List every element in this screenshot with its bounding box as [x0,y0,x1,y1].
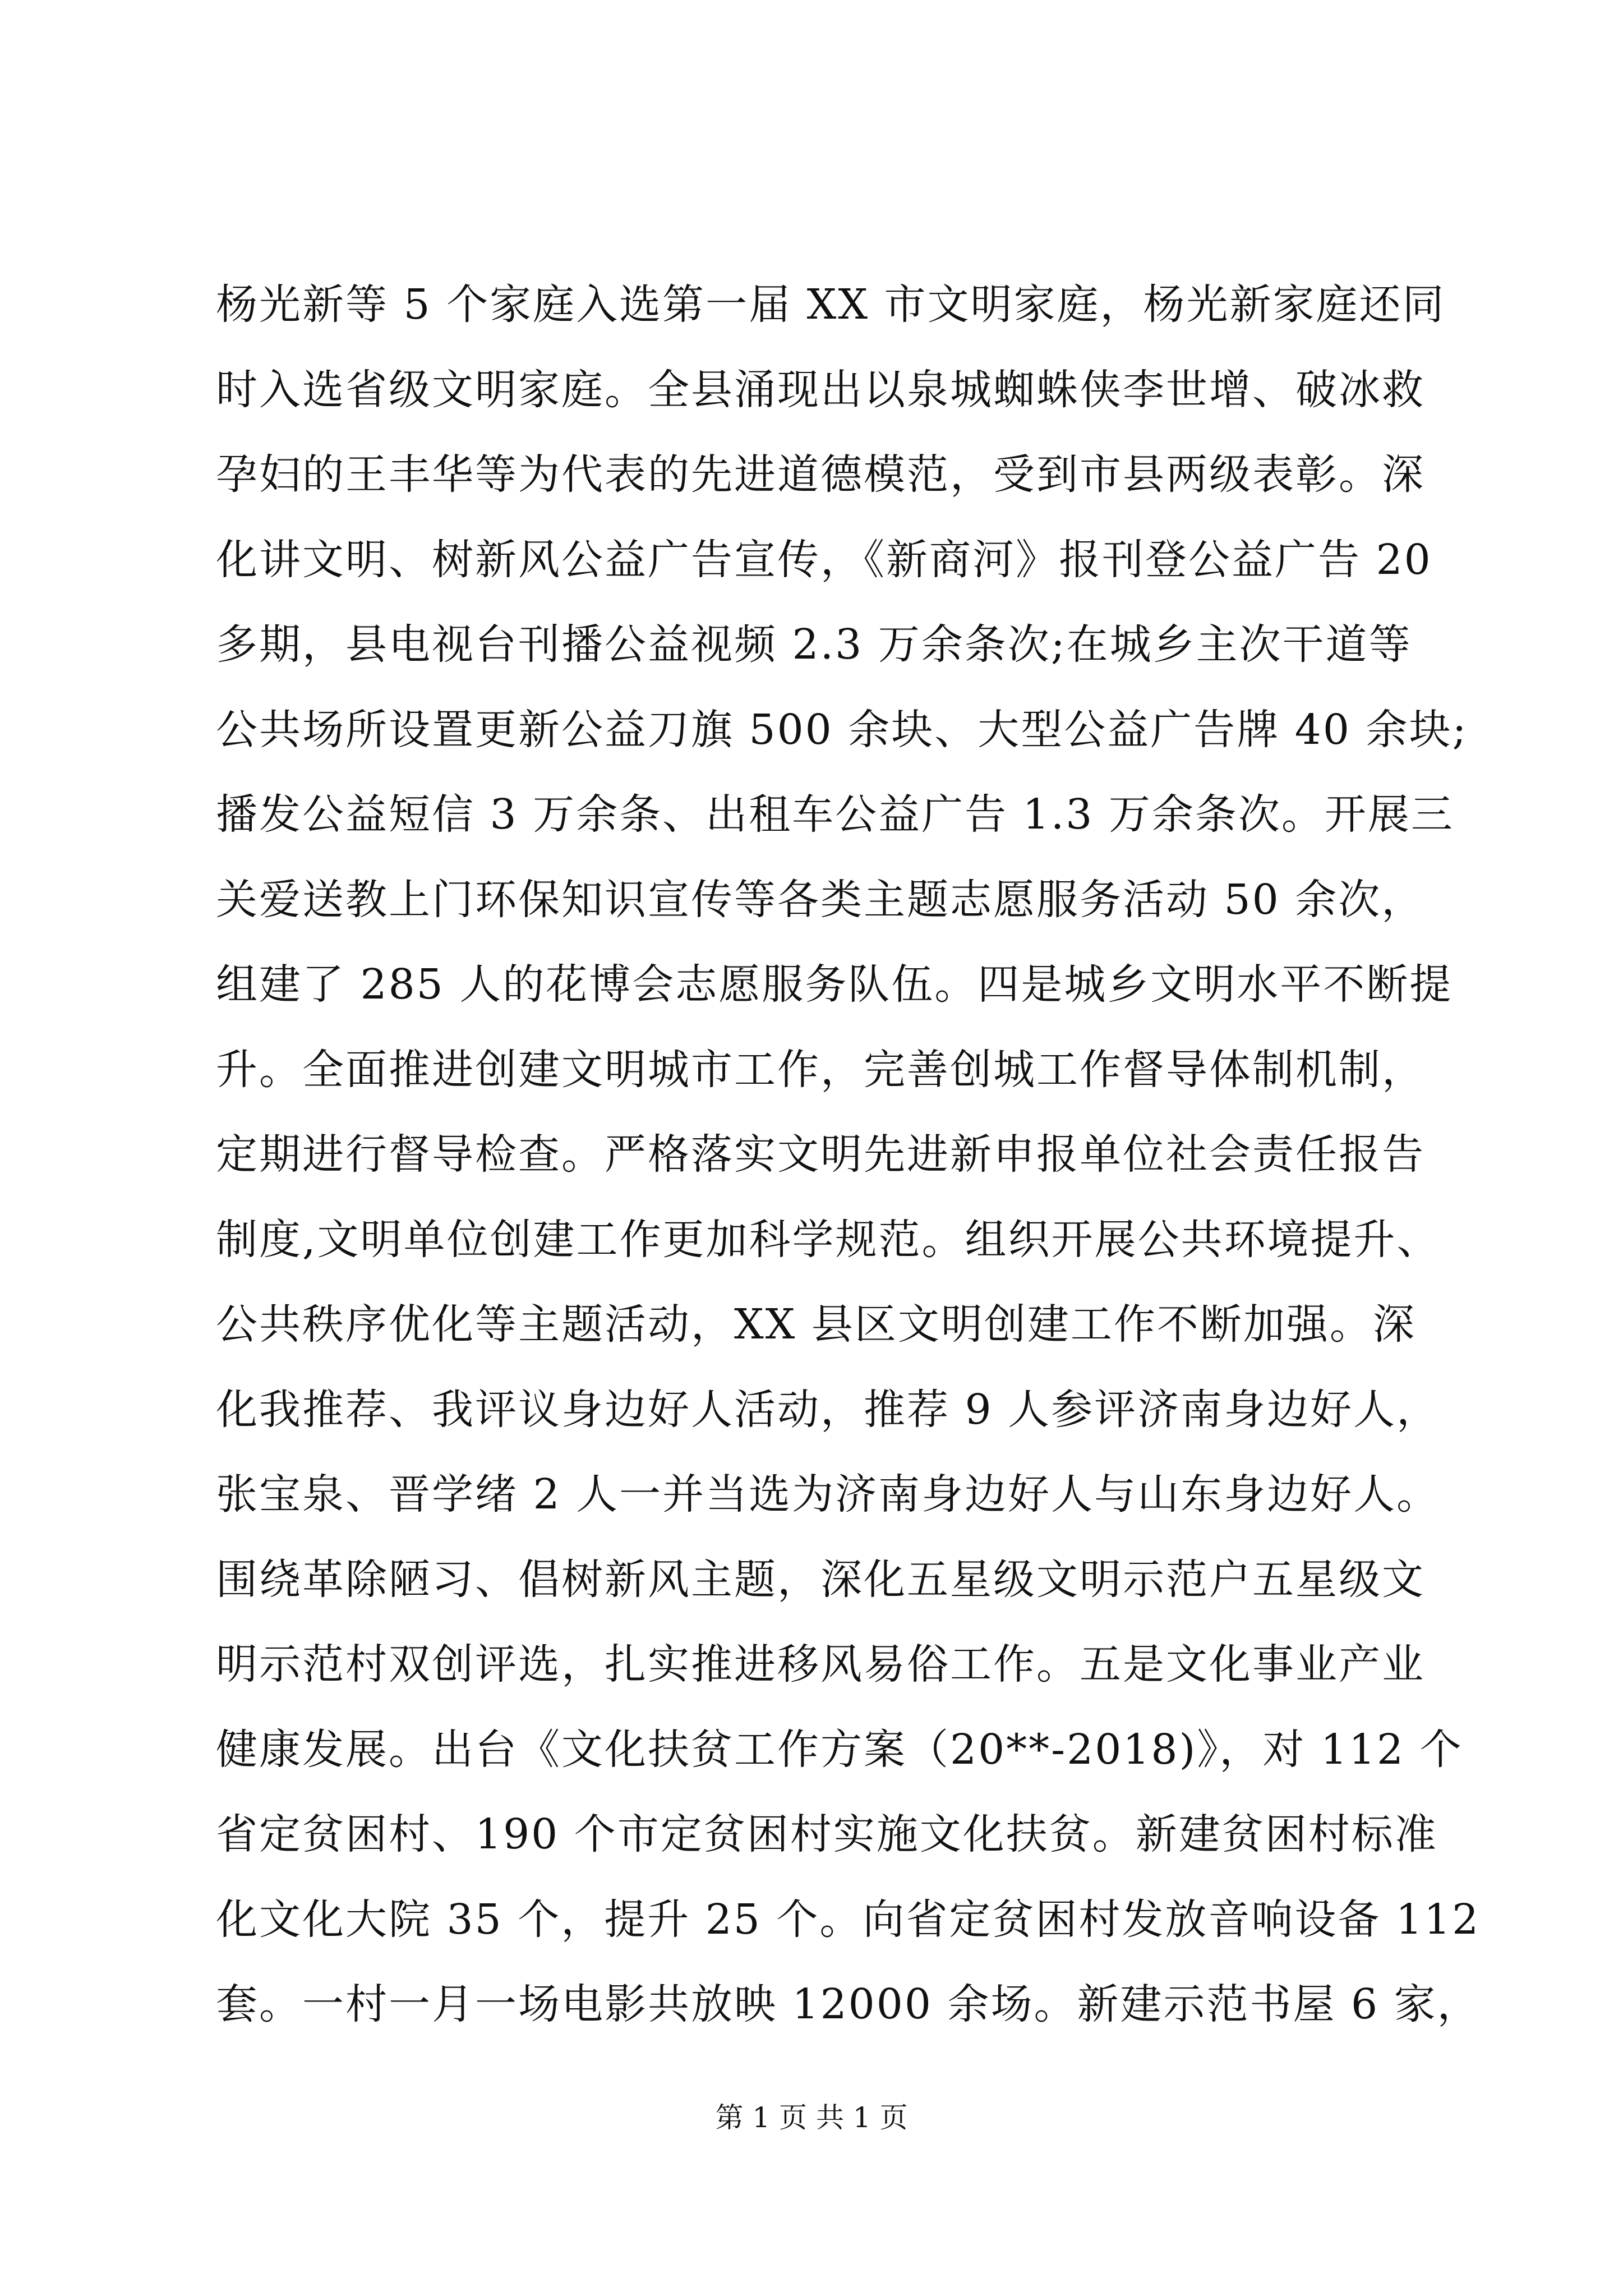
text-line: 化文化大院 35 个，提升 25 个。向省定贫困村发放音响设备 112 [216,1895,1481,1944]
text-line: 时入选省级文明家庭。全县涌现出以泉城蜘蛛侠李世增、破冰救 [216,365,1425,414]
text-line: 播发公益短信 3 万余条、出租车公益广告 1.3 万余条次。开展三 [216,790,1454,839]
text-line: 定期进行督导检查。严格落实文明先进新申报单位社会责任报告 [216,1130,1425,1179]
text-line: 围绕革除陋习、倡树新风主题，深化五星级文明示范户五星级文 [216,1555,1425,1604]
text-line: 关爱送教上门环保知识宣传等各类主题志愿服务活动 50 余次， [216,875,1425,924]
body-paragraph [216,263,1481,2047]
page-footer: 第 1 页 共 1 页 [715,2101,908,2134]
text-line: 健康发展。出台《文化扶贫工作方案（20**-2018)》，对 112 个 [216,1725,1463,1774]
text-line: 孕妇的王丰华等为代表的先进道德模范，受到市县两级表彰。深 [216,450,1425,499]
text-line: 多期，县电视台刊播公益视频 2.3 万余条次;在城乡主次干道等 [216,620,1412,669]
text-line: 化我推荐、我评议身边好人活动，推荐 9 人参评济南身边好人， [216,1385,1440,1434]
text-line: 明示范村双创评选，扎实推进移风易俗工作。五是文化事业产业 [216,1640,1425,1688]
text-line: 套。一村一月一场电影共放映 12000 余场。新建示范书屋 6 家， [216,1980,1481,2028]
text-line: 制度,文明单位创建工作更加科学规范。组织开展公共环境提升、 [216,1215,1440,1264]
text-line: 公共场所设置更新公益刀旗 500 余块、大型公益广告牌 40 余块; [216,705,1468,754]
text-line: 省定贫困村、190 个市定贫困村实施文化扶贫。新建贫困村标准 [216,1810,1438,1858]
text-line: 公共秩序优化等主题活动，XX 县区文明创建工作不断加强。深 [216,1300,1416,1349]
text-line: 组建了 285 人的花博会志愿服务队伍。四是城乡文明水平不断提 [216,960,1453,1009]
text-line: 张宝泉、晋学绪 2 人一并当选为济南身边好人与山东身边好人。 [216,1470,1440,1519]
text-line: 升。全面推进创建文明城市工作，完善创城工作督导体制机制， [216,1045,1425,1094]
text-line: 杨光新等 5 个家庭入选第一届 XX 市文明家庭，杨光新家庭还同 [216,280,1446,329]
text-line: 化讲文明、树新风公益广告宣传，《新商河》报刊登公益广告 20 [216,535,1432,584]
